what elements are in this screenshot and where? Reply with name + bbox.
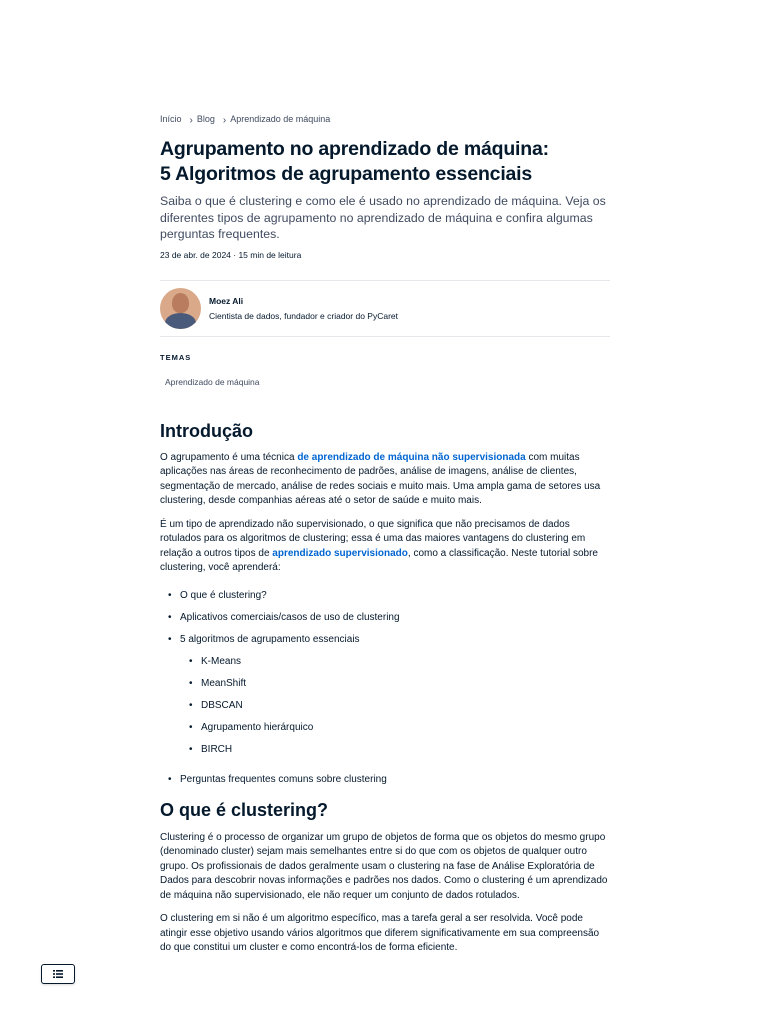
- list-item: • Agrupamento hierárquico: [160, 721, 610, 735]
- chevron-right-icon: ›: [222, 114, 227, 126]
- intro-paragraph-2: É um tipo de aprendizado não supervisionado, o que significa que não precisamos de dados rotulados para os algoritmos de clustering; essa é uma das maiores vantagens do clustering em relação a outros tipos de aprendizado supervisionado, como a classificação. Neste tutorial sobre clustering, você aprenderá:: [160, 518, 598, 573]
- divider: [160, 336, 610, 337]
- list-item: • Aplicativos comerciais/casos de uso de clustering: [160, 611, 610, 625]
- clustering-paragraph-1: Clustering é o processo de organizar um grupo de objetos de forma que os objetos do mesmo grupo (denominado cluster) sejam mais semelhantes entre si do que com os objetos de qualquer outro grupo. Os profissionais de dados geralmente usam o clustering na fase de Análise Exploratória de Dados para descobrir novas informações e padrões nos dados. Como o clustering é um aprendizado de máquina não supervisionado, ele não requer um conjunto de dados rotulados.: [160, 831, 608, 901]
- page-title: [160, 137, 610, 187]
- title-line-1: Agrupamento no aprendizado de máquina:: [160, 138, 549, 160]
- author-name[interactable]: Moez Ali: [209, 295, 244, 306]
- table-of-contents-list: [160, 589, 610, 787]
- breadcrumb-home-link[interactable]: Início: [160, 114, 182, 124]
- list-item: • K-Means: [160, 655, 610, 669]
- list-icon: [53, 965, 63, 983]
- breadcrumb-category-link[interactable]: Aprendizado de máquina: [230, 114, 331, 124]
- list-item: • BIRCH: [160, 743, 610, 757]
- author-info: [209, 296, 398, 321]
- intro-paragraph-1: O agrupamento é uma técnica de aprendizado de máquina não supervisionada com muitas aplicações nas áreas de reconhecimento de padrões, análise de imagens, análise de clientes, segmentação de mercado, análise de redes sociais e muito mais. Uma ampla gama de setores usa clustering, desde companhias aéreas até o setor de saúde e muito mais.: [160, 451, 601, 506]
- clustering-paragraph-2: O clustering em si não é um algoritmo específico, mas a tarefa geral a ser resolvida. Você pode atingir esse objetivo usando vários algoritmos que diferem significativamente em sua compreensão do que constitui um cluster e como encontrá-los de forma eficiente.: [160, 913, 600, 953]
- article-meta: 23 de abr. de 2024 · 15 min de leitura: [160, 249, 302, 260]
- supervised-learning-link[interactable]: aprendizado supervisionado: [272, 547, 408, 559]
- chevron-right-icon: ›: [189, 114, 193, 126]
- section-heading-what-is-clustering: O que é clustering?: [160, 799, 329, 820]
- breadcrumb: [160, 112, 610, 126]
- topic-tag[interactable]: Aprendizado de máquina: [165, 376, 260, 387]
- avatar[interactable]: [160, 288, 201, 329]
- list-item: • O que é clustering?: [160, 589, 610, 603]
- author-card: [160, 281, 610, 336]
- title-line-2: 5 Algoritmos de agrupamento essenciais: [160, 163, 533, 185]
- list-item: • MeanShift: [160, 677, 610, 691]
- breadcrumb-blog-link[interactable]: Blog: [196, 114, 215, 124]
- section-heading-introduction: Introdução: [160, 420, 253, 441]
- article-subtitle: Saiba o que é clustering e como ele é usado no aprendizado de máquina. Veja os diferentes tipos de agrupamento no aprendizado de máquina e confira algumas perguntas frequentes.: [160, 194, 606, 241]
- list-item: • 5 algoritmos de agrupamento essenciais: [160, 633, 610, 647]
- author-role: Cientista de dados, fundador e criador do PyCaret: [209, 310, 399, 321]
- topics-label: TEMAS: [160, 352, 192, 362]
- article: [160, 112, 610, 956]
- unsupervised-learning-link[interactable]: de aprendizado de máquina não supervisionada: [297, 451, 526, 463]
- table-of-contents-button[interactable]: [41, 964, 75, 984]
- list-item: • DBSCAN: [160, 699, 610, 713]
- list-item: • Perguntas frequentes comuns sobre clustering: [160, 773, 610, 787]
